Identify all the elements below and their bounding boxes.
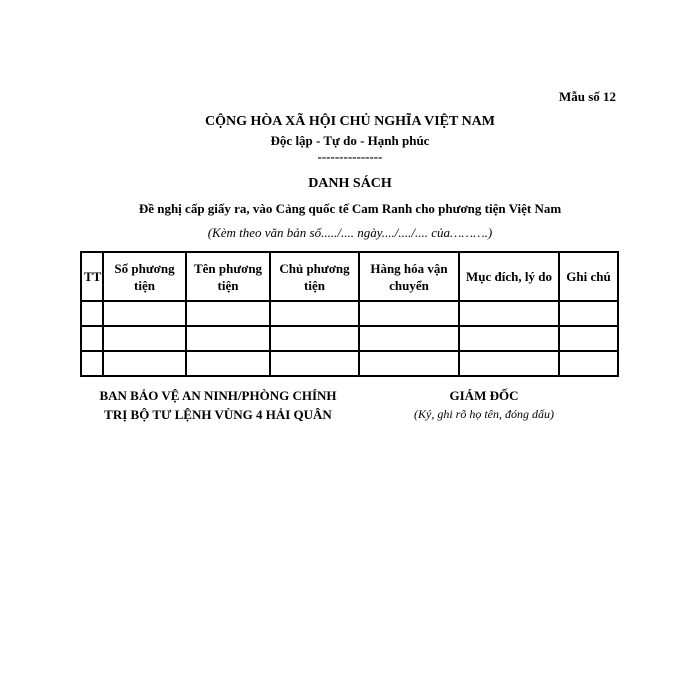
- table-cell: [81, 351, 103, 376]
- table-row: [81, 351, 618, 376]
- table-cell: [103, 351, 186, 376]
- table-cell: [103, 301, 186, 326]
- table-cell: [559, 351, 618, 376]
- table-cell: [559, 326, 618, 351]
- document-title: DANH SÁCH: [308, 176, 392, 191]
- table-cell: [186, 326, 270, 351]
- table-cell: [81, 301, 103, 326]
- attachment-note: (Kèm theo văn bản số...../.... ngày..../..../.... của……….): [207, 225, 493, 240]
- table-cell: [359, 326, 459, 351]
- column-header-vehicle-name: Tên phương tiện: [186, 252, 270, 301]
- director-title: GIÁM ĐỐC: [449, 388, 519, 403]
- left-signatory-line-1: BAN BẢO VỆ AN NINH/PHÒNG CHÍNH: [99, 388, 337, 403]
- left-signatory-line-2: TRỊ BỘ TƯ LỆNH VÙNG 4 HẢI QUÂN: [104, 407, 332, 422]
- table-cell: [186, 301, 270, 326]
- column-header-notes: Ghi chú: [559, 252, 618, 301]
- table-row: [81, 326, 618, 351]
- signature-instruction: (Ký, ghi rõ họ tên, đóng dấu): [414, 407, 554, 421]
- table-cell: [270, 326, 359, 351]
- national-title: CỘNG HÒA XÃ HỘI CHỦ NGHĨA VIỆT NAM: [204, 114, 495, 129]
- column-header-tt: TT: [81, 252, 103, 301]
- table-cell: [270, 351, 359, 376]
- column-header-purpose: Mục đích, lý do: [459, 252, 559, 301]
- table-cell: [186, 351, 270, 376]
- table-cell: [459, 326, 559, 351]
- vehicle-list-table: [80, 251, 619, 377]
- table-row: [81, 301, 618, 326]
- table-cell: [459, 301, 559, 326]
- document-subtitle: Đề nghị cấp giấy ra, vào Cảng quốc tế Cam Ranh cho phương tiện Việt Nam: [138, 201, 562, 216]
- column-header-vehicle-owner: Chủ phương tiện: [270, 252, 359, 301]
- left-signatory: [88, 386, 348, 424]
- table-cell: [359, 351, 459, 376]
- header-separator: ---------------: [317, 149, 383, 164]
- right-signatory: [384, 386, 584, 424]
- column-header-cargo: Hàng hóa vận chuyển: [359, 252, 459, 301]
- table-header-row: [81, 252, 618, 301]
- column-header-vehicle-number: Số phương tiện: [103, 252, 186, 301]
- table-cell: [559, 301, 618, 326]
- table-cell: [270, 301, 359, 326]
- table-cell: [459, 351, 559, 376]
- national-motto: Độc lập - Tự do - Hạnh phúc: [270, 133, 430, 148]
- table-cell: [81, 326, 103, 351]
- table-cell: [103, 326, 186, 351]
- table-cell: [359, 301, 459, 326]
- form-number: Mẫu số 12: [558, 89, 616, 104]
